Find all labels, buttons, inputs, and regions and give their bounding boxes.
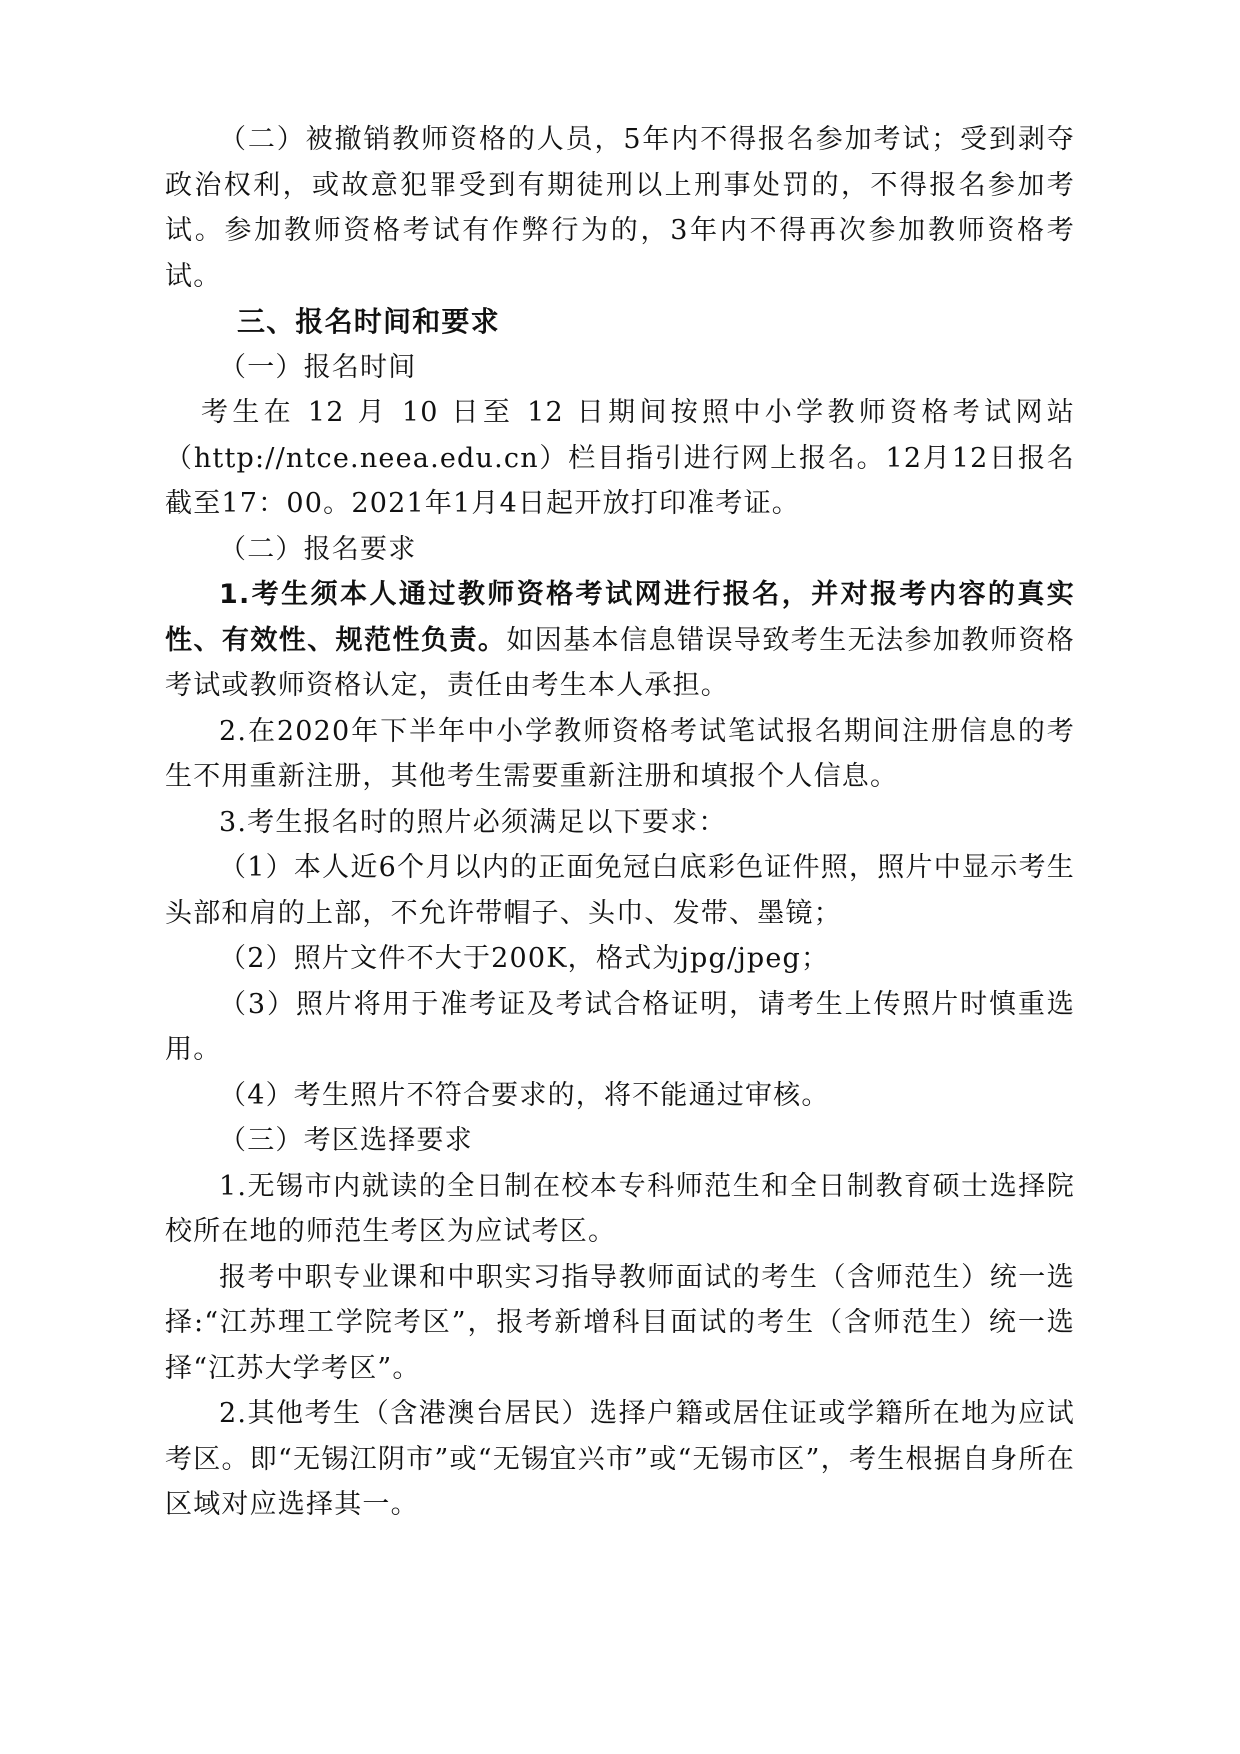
document-body [165, 117, 1075, 1528]
photo-requirement-1: （1）本人近6个月以内的正面免冠白底彩色证件照，照片中显示考生头部和肩的上部，不允许带帽子、头巾、发带、墨镜； [165, 852, 1075, 929]
paragraph-exam-area-1: 1.无锡市内就读的全日制在校本专科师范生和全日制教育硕士选择院校所在地的师范生考区为应试考区。 [165, 1170, 1075, 1247]
subheading-exam-area: （三）考区选择要求 [219, 1125, 473, 1156]
paragraph-requirement-3: 3.考生报名时的照片必须满足以下要求： [219, 806, 727, 838]
paragraph-requirement-1 [165, 572, 1075, 709]
photo-requirement-3: （3）照片将用于准考证及考试合格证明，请考生上传照片时慎重选用。 [165, 988, 1075, 1065]
requirement-1-text: 如因基本信息错误导致考生无法参加教师资格考试或教师资格认定，责任由考生本人承担。 [165, 624, 1075, 701]
paragraph-disqualification: （二）被撤销教师资格的人员，5年内不得报名参加考试；受到剥夺政治权利，或故意犯罪受到有期徒刑以上刑事处罚的，不得报名参加考试。参加教师资格考试有作弊行为的，3年内不得再次参加教师资格考试。 [165, 124, 1075, 292]
photo-requirement-2: （2）照片文件不大于200K，格式为jpg/jpeg； [219, 943, 830, 974]
paragraph-registration-time: 考生在 12 月 10 日至 12 日期间按照中小学教师资格考试网站（http://ntce.neea.edu.cn）栏目指引进行网上报名。12月12日报名截至17：00。2021年1月4日起开放打印准考证。 [165, 397, 1075, 519]
photo-requirement-4: （4）考生照片不符合要求的，将不能通过审核。 [219, 1079, 830, 1111]
paragraph-exam-area-1b: 报考中职专业课和中职实习指导教师面试的考生（含师范生）统一选择:“江苏理工学院考区”，报考新增科目面试的考生（含师范生）统一选择“江苏大学考区”。 [165, 1261, 1075, 1384]
subheading-registration-time: （一）报名时间 [219, 351, 417, 383]
subheading-registration-requirements: （二）报名要求 [219, 533, 417, 565]
requirement-1-bold-text: 1.考生须本人通过教师资格考试网进行报名，并对报考内容的真实性、有效性、规范性负责。 [165, 579, 1075, 656]
paragraph-requirement-2: 2.在2020年下半年中小学教师资格考试笔试报名期间注册信息的考生不用重新注册，其他考生需要重新注册和填报个人信息。 [165, 715, 1075, 792]
paragraph-exam-area-2: 2.其他考生（含港澳台居民）选择户籍或居住证或学籍所在地为应试考区。即“无锡江阴市”或“无锡宜兴市”或“无锡市区”，考生根据自身所在区域对应选择其一。 [165, 1398, 1075, 1520]
section-heading-registration: 三、报名时间和要求 [237, 305, 500, 338]
